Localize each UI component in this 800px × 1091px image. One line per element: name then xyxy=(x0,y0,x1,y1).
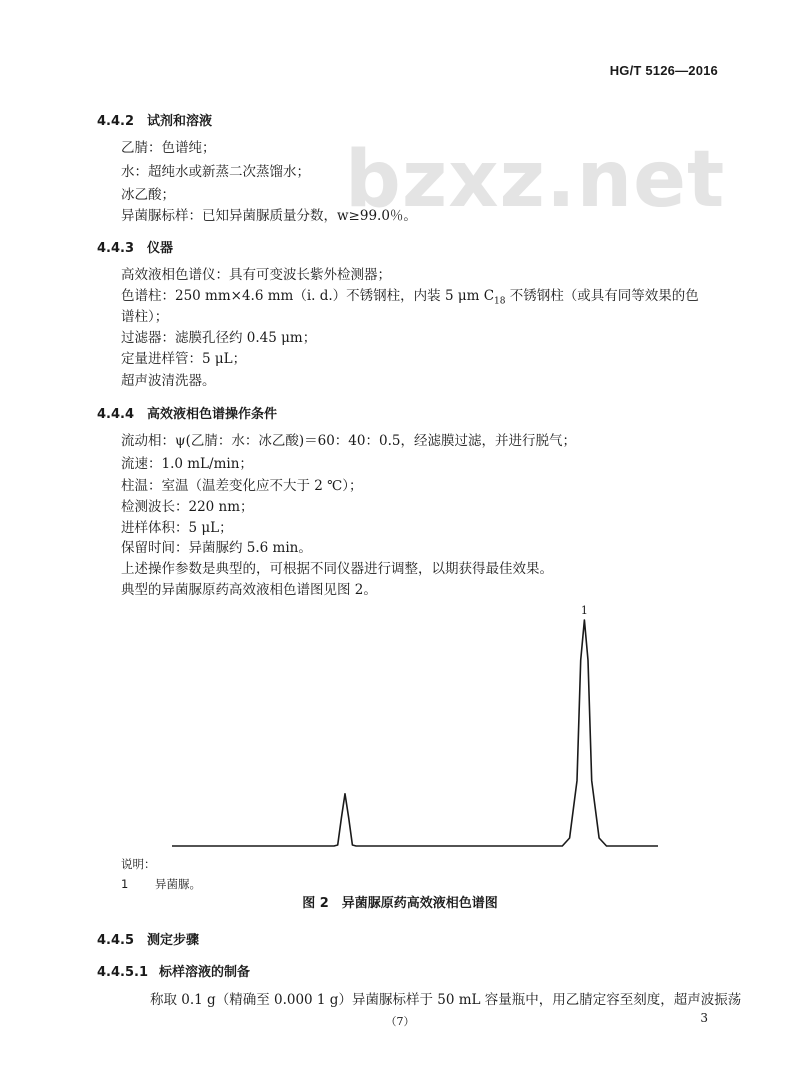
section-title: 仪器 xyxy=(147,241,174,256)
figure-reference: 典型的异菌脲原药高效液相色谱图见图 2。 xyxy=(121,582,377,598)
section-title: 测定步骤 xyxy=(147,933,200,948)
note-paragraph: 上述操作参数是典型的，可根据不同仪器进行调整，以期获得最佳效果。 xyxy=(121,561,553,577)
procedure-paragraph: 称取 0.1 g（精确至 0.000 1 g）异菌脲标样于 50 mL 容量瓶中，用乙腈定容至刻度，超声波振荡 xyxy=(150,992,742,1008)
section-title: 试剂和溶液 xyxy=(147,114,213,129)
section-title: 高效液相色谱操作条件 xyxy=(147,407,278,422)
document-code: HG/T 5126—2016 xyxy=(609,63,718,78)
footer-sequence: （7） xyxy=(385,1015,415,1028)
section-number: 4.4.4 xyxy=(97,407,135,422)
section-number: 4.4.5.1 xyxy=(97,965,148,980)
section-heading-4-4-5-1 xyxy=(97,961,250,980)
instrument-line: 高效液相色谱仪：具有可变波长紫外检测器； xyxy=(121,267,391,283)
reagent-line: 冰乙酸； xyxy=(121,187,175,203)
chromatogram-trace xyxy=(172,620,658,846)
legend-item-number: 1 xyxy=(121,877,129,891)
reagent-line: 乙腈：色谱纯； xyxy=(121,140,216,156)
section-heading-4-4-5 xyxy=(97,929,199,948)
page-number: 3 xyxy=(700,1011,708,1025)
condition-line: 柱温：室温（温差变化应不大于 2 ℃）； xyxy=(121,478,363,494)
instrument-line: 定量进样管：5 μL； xyxy=(121,351,247,367)
reagent-line: 异菌脲标样：已知异菌脲质量分数，w≥99.0％。 xyxy=(121,208,417,224)
column-subscript: 18 xyxy=(494,296,506,307)
watermark: bzxz.net xyxy=(345,135,726,225)
section-title: 标样溶液的制备 xyxy=(159,965,251,980)
section-number: 4.4.2 xyxy=(97,114,135,129)
legend-item xyxy=(121,876,201,892)
condition-line: 进样体积：5 μL； xyxy=(121,520,233,536)
legend-item-text: 异菌脲。 xyxy=(155,877,201,891)
condition-line: 检测波长：220 nm； xyxy=(121,499,254,515)
condition-line: 流速：1.0 mL/min； xyxy=(121,456,253,472)
condition-line: 保留时间：异菌脲约 5.6 min。 xyxy=(121,540,312,556)
condition-line: 流动相：ψ(乙腈：水：冰乙酸)＝60：40：0.5，经滤膜过滤，并进行脱气； xyxy=(121,433,576,449)
column-text-b: 不锈钢柱（或具有同等效果的色 xyxy=(505,288,699,304)
instrument-line: 超声波清洗器。 xyxy=(121,373,216,389)
instrument-line: 过滤器：滤膜孔径约 0.45 μm； xyxy=(121,330,317,346)
figure-title: 图 2 异菌脲原药高效液相色谱图 xyxy=(302,896,498,911)
reagent-line: 水：超纯水或新蒸二次蒸馏水； xyxy=(121,164,310,180)
peak-label: 1 xyxy=(580,604,588,617)
section-number: 4.4.5 xyxy=(97,933,135,948)
column-text-a: 色谱柱：250 mm×4.6 mm（i. d.）不锈钢柱，内装 5 μm C xyxy=(121,288,495,304)
instrument-line-cont: 谱柱）； xyxy=(121,309,169,325)
legend-title: 说明： xyxy=(121,857,156,871)
section-number: 4.4.3 xyxy=(97,241,135,256)
